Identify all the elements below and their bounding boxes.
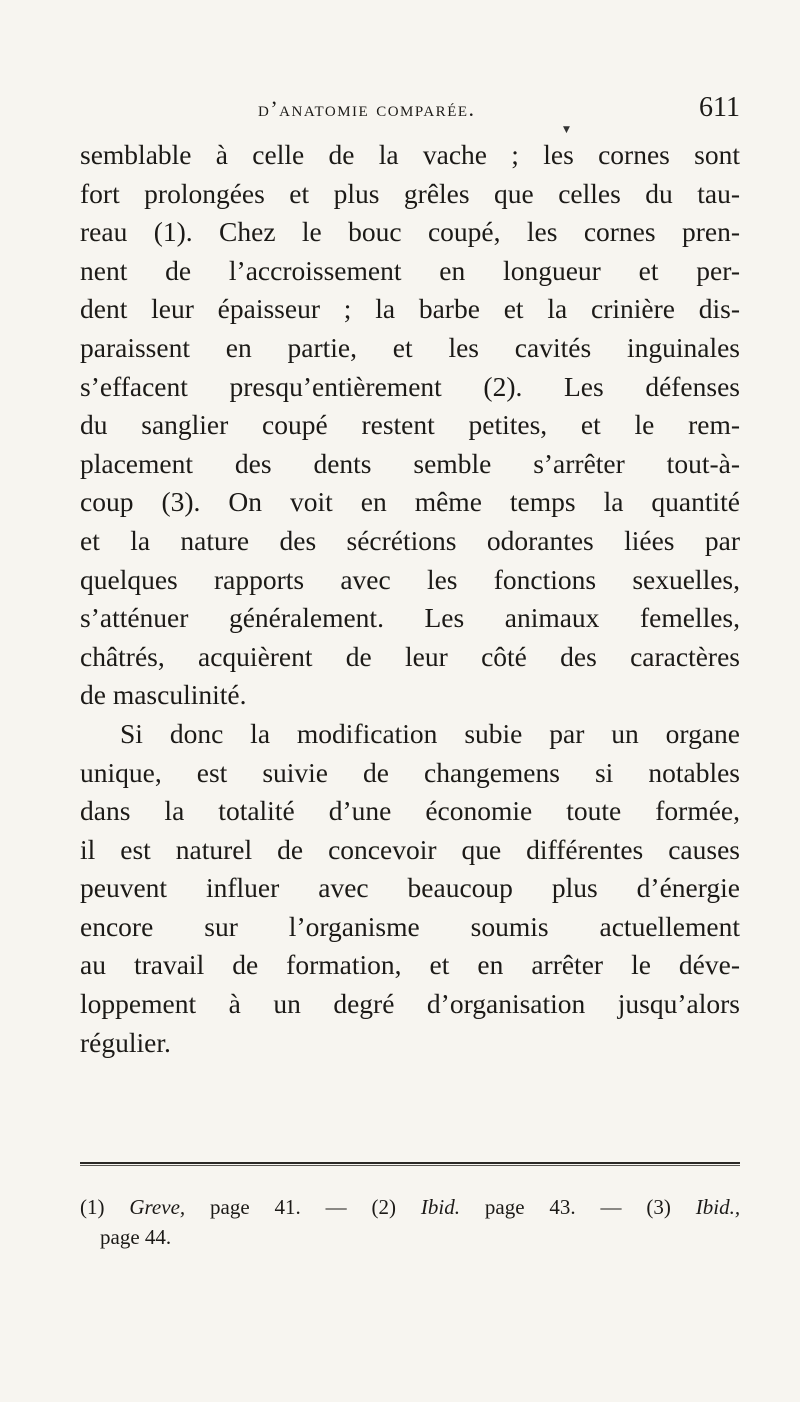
text-line: régulier.: [80, 1026, 171, 1058]
text-line: unique, est suivie de changemens si notables: [80, 756, 740, 788]
footnote-line: [80, 1192, 740, 1222]
footnote-2-ref: Ibid.: [420, 1195, 460, 1219]
running-title: d’anatomie comparée.: [258, 96, 476, 121]
footnote-1-label: (1): [80, 1195, 105, 1219]
text-line: dent leur épaisseur ; la barbe et la crinière dis-: [80, 293, 740, 325]
text-line: peuvent influer avec beaucoup plus d’énergie: [80, 872, 740, 904]
text-line: il est naturel de concevoir que différentes causes: [80, 833, 740, 865]
printer-mark-icon: ▼: [563, 125, 570, 135]
footnote-3-ref: Ibid.,: [695, 1195, 741, 1219]
footnote-line: [80, 1222, 740, 1252]
text-line: du sanglier coupé restent petites, et le rem-: [80, 409, 740, 441]
text-line: au travail de formation, et en arrêter le déve-: [80, 949, 740, 981]
footnote-1-ref: Greve,: [129, 1195, 186, 1219]
page-number: 611: [699, 92, 740, 123]
text-line: s’atténuer généralement. Les animaux femelles,: [80, 602, 740, 634]
footnote-separator: —: [600, 1195, 622, 1219]
text-line: paraissent en partie, et les cavités inguinales: [80, 331, 740, 363]
footnote-3-label: (3): [646, 1195, 671, 1219]
footnote-2-label: (2): [371, 1195, 397, 1219]
footnote-rule: [80, 1162, 740, 1166]
text-line: fort prolongées et plus grêles que celles du tau-: [80, 177, 740, 209]
footnote-3-page: page 44.: [100, 1225, 172, 1249]
body-text: [80, 136, 740, 1062]
footnote-2-page: page 43.: [484, 1195, 576, 1219]
text-line: encore sur l’organisme soumis actuellement: [80, 910, 740, 942]
footnote-separator: —: [325, 1195, 347, 1219]
text-line: nent de l’accroissement en longueur et per-: [80, 254, 740, 286]
text-line: reau (1). Chez le bouc coupé, les cornes pren-: [80, 216, 740, 248]
footnote-1-page: page 41.: [210, 1195, 301, 1219]
text-line: dans la totalité d’une économie toute formée,: [80, 795, 740, 827]
text-line: coup (3). On voit en même temps la quantité: [80, 486, 740, 518]
text-line: de masculinité.: [80, 679, 247, 711]
text-line: loppement à un degré d’organisation jusqu’alors: [80, 988, 740, 1020]
text-line: quelques rapports avec les fonctions sexuelles,: [80, 563, 740, 595]
running-head: [80, 92, 740, 132]
text-line: châtrés, acquièrent de leur côté des caractères: [80, 640, 740, 672]
text-line: semblable à celle de la vache ; les cornes sont: [80, 139, 740, 170]
text-line: placement des dents semble s’arrêter tout-à-: [80, 447, 740, 479]
footnotes: [80, 1192, 740, 1252]
text-line: s’effacent presqu’entièrement (2). Les défenses: [80, 370, 740, 402]
paragraph-start-line: Si donc la modification subie par un organe: [120, 717, 740, 749]
text-line: et la nature des sécrétions odorantes liées par: [80, 524, 740, 556]
